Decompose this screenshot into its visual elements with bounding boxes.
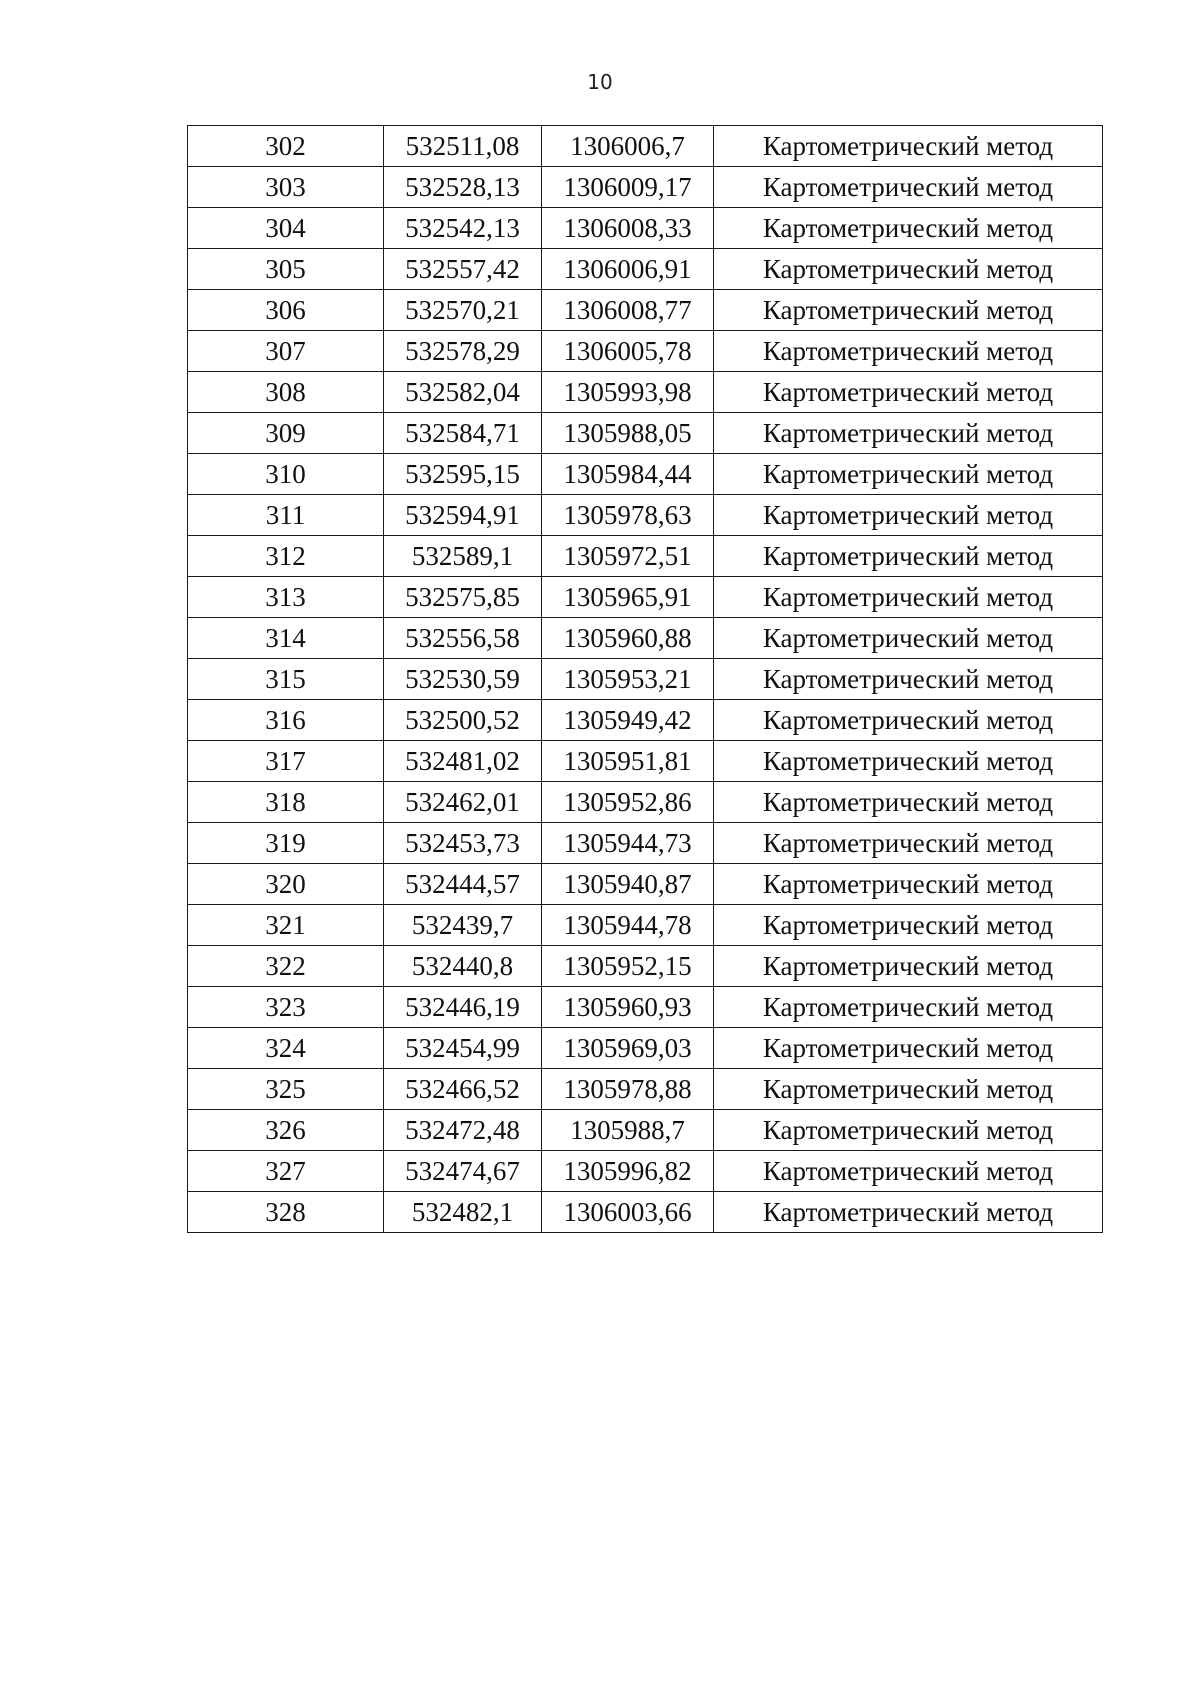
y-coordinate-cell: 1305988,05 [542, 413, 714, 454]
x-coordinate-cell: 532511,08 [384, 126, 542, 167]
y-coordinate-cell: 1305949,42 [542, 700, 714, 741]
y-coordinate-cell: 1305984,44 [542, 454, 714, 495]
point-number-cell: 316 [188, 700, 384, 741]
method-cell: Картометрический метод [714, 905, 1103, 946]
method-cell: Картометрический метод [714, 782, 1103, 823]
x-coordinate-cell: 532462,01 [384, 782, 542, 823]
x-coordinate-cell: 532578,29 [384, 331, 542, 372]
method-cell: Картометрический метод [714, 372, 1103, 413]
point-number-cell: 311 [188, 495, 384, 536]
point-number-cell: 314 [188, 618, 384, 659]
point-number-cell: 315 [188, 659, 384, 700]
method-cell: Картометрический метод [714, 290, 1103, 331]
table-row [188, 577, 1103, 618]
y-coordinate-cell: 1306008,33 [542, 208, 714, 249]
point-number-cell: 310 [188, 454, 384, 495]
table-row [188, 987, 1103, 1028]
method-cell: Картометрический метод [714, 1028, 1103, 1069]
y-coordinate-cell: 1305978,63 [542, 495, 714, 536]
table-row [188, 864, 1103, 905]
y-coordinate-cell: 1306008,77 [542, 290, 714, 331]
x-coordinate-cell: 532439,7 [384, 905, 542, 946]
point-number-cell: 326 [188, 1110, 384, 1151]
y-coordinate-cell: 1305960,88 [542, 618, 714, 659]
table-row [188, 782, 1103, 823]
x-coordinate-cell: 532482,1 [384, 1192, 542, 1233]
point-number-cell: 325 [188, 1069, 384, 1110]
point-number-cell: 328 [188, 1192, 384, 1233]
table-row [188, 372, 1103, 413]
y-coordinate-cell: 1305972,51 [542, 536, 714, 577]
point-number-cell: 327 [188, 1151, 384, 1192]
method-cell: Картометрический метод [714, 946, 1103, 987]
x-coordinate-cell: 532594,91 [384, 495, 542, 536]
y-coordinate-cell: 1305988,7 [542, 1110, 714, 1151]
table-row [188, 1110, 1103, 1151]
y-coordinate-cell: 1306006,7 [542, 126, 714, 167]
method-cell: Картометрический метод [714, 126, 1103, 167]
x-coordinate-cell: 532542,13 [384, 208, 542, 249]
x-coordinate-cell: 532446,19 [384, 987, 542, 1028]
x-coordinate-cell: 532575,85 [384, 577, 542, 618]
method-cell: Картометрический метод [714, 618, 1103, 659]
coordinates-table-body [188, 126, 1103, 1233]
table-row [188, 741, 1103, 782]
point-number-cell: 306 [188, 290, 384, 331]
table-row [188, 331, 1103, 372]
point-number-cell: 303 [188, 167, 384, 208]
page-number: 10 [587, 70, 613, 94]
method-cell: Картометрический метод [714, 167, 1103, 208]
table-row [188, 495, 1103, 536]
y-coordinate-cell: 1305952,15 [542, 946, 714, 987]
x-coordinate-cell: 532453,73 [384, 823, 542, 864]
table-row [188, 1069, 1103, 1110]
coordinates-table [187, 125, 1103, 1233]
x-coordinate-cell: 532474,67 [384, 1151, 542, 1192]
point-number-cell: 309 [188, 413, 384, 454]
point-number-cell: 319 [188, 823, 384, 864]
y-coordinate-cell: 1306009,17 [542, 167, 714, 208]
x-coordinate-cell: 532454,99 [384, 1028, 542, 1069]
table-row [188, 823, 1103, 864]
x-coordinate-cell: 532584,71 [384, 413, 542, 454]
table-row [188, 946, 1103, 987]
point-number-cell: 308 [188, 372, 384, 413]
table-row [188, 167, 1103, 208]
table-row [188, 249, 1103, 290]
x-coordinate-cell: 532530,59 [384, 659, 542, 700]
y-coordinate-cell: 1306003,66 [542, 1192, 714, 1233]
y-coordinate-cell: 1305965,91 [542, 577, 714, 618]
x-coordinate-cell: 532528,13 [384, 167, 542, 208]
method-cell: Картометрический метод [714, 1192, 1103, 1233]
table-row [188, 700, 1103, 741]
y-coordinate-cell: 1305996,82 [542, 1151, 714, 1192]
point-number-cell: 305 [188, 249, 384, 290]
y-coordinate-cell: 1305952,86 [542, 782, 714, 823]
x-coordinate-cell: 532440,8 [384, 946, 542, 987]
method-cell: Картометрический метод [714, 1069, 1103, 1110]
method-cell: Картометрический метод [714, 577, 1103, 618]
method-cell: Картометрический метод [714, 700, 1103, 741]
x-coordinate-cell: 532481,02 [384, 741, 542, 782]
y-coordinate-cell: 1305940,87 [542, 864, 714, 905]
point-number-cell: 324 [188, 1028, 384, 1069]
method-cell: Картометрический метод [714, 864, 1103, 905]
table-row [188, 618, 1103, 659]
point-number-cell: 304 [188, 208, 384, 249]
x-coordinate-cell: 532466,52 [384, 1069, 542, 1110]
y-coordinate-cell: 1305951,81 [542, 741, 714, 782]
table-row [188, 905, 1103, 946]
method-cell: Картометрический метод [714, 249, 1103, 290]
method-cell: Картометрический метод [714, 495, 1103, 536]
table-row [188, 413, 1103, 454]
table-row [188, 659, 1103, 700]
method-cell: Картометрический метод [714, 331, 1103, 372]
y-coordinate-cell: 1305960,93 [542, 987, 714, 1028]
table-row [188, 208, 1103, 249]
table-row [188, 126, 1103, 167]
x-coordinate-cell: 532557,42 [384, 249, 542, 290]
point-number-cell: 321 [188, 905, 384, 946]
x-coordinate-cell: 532556,58 [384, 618, 542, 659]
method-cell: Картометрический метод [714, 741, 1103, 782]
method-cell: Картометрический метод [714, 1110, 1103, 1151]
method-cell: Картометрический метод [714, 659, 1103, 700]
method-cell: Картометрический метод [714, 987, 1103, 1028]
method-cell: Картометрический метод [714, 208, 1103, 249]
point-number-cell: 320 [188, 864, 384, 905]
method-cell: Картометрический метод [714, 454, 1103, 495]
point-number-cell: 312 [188, 536, 384, 577]
y-coordinate-cell: 1305944,78 [542, 905, 714, 946]
y-coordinate-cell: 1305978,88 [542, 1069, 714, 1110]
y-coordinate-cell: 1305993,98 [542, 372, 714, 413]
x-coordinate-cell: 532582,04 [384, 372, 542, 413]
y-coordinate-cell: 1306005,78 [542, 331, 714, 372]
point-number-cell: 318 [188, 782, 384, 823]
point-number-cell: 323 [188, 987, 384, 1028]
x-coordinate-cell: 532595,15 [384, 454, 542, 495]
y-coordinate-cell: 1306006,91 [542, 249, 714, 290]
table-row [188, 1151, 1103, 1192]
x-coordinate-cell: 532472,48 [384, 1110, 542, 1151]
x-coordinate-cell: 532589,1 [384, 536, 542, 577]
x-coordinate-cell: 532500,52 [384, 700, 542, 741]
point-number-cell: 302 [188, 126, 384, 167]
method-cell: Картометрический метод [714, 1151, 1103, 1192]
method-cell: Картометрический метод [714, 536, 1103, 577]
y-coordinate-cell: 1305944,73 [542, 823, 714, 864]
y-coordinate-cell: 1305953,21 [542, 659, 714, 700]
y-coordinate-cell: 1305969,03 [542, 1028, 714, 1069]
table-row [188, 1028, 1103, 1069]
table-row [188, 1192, 1103, 1233]
x-coordinate-cell: 532570,21 [384, 290, 542, 331]
method-cell: Картометрический метод [714, 413, 1103, 454]
table-row [188, 290, 1103, 331]
point-number-cell: 322 [188, 946, 384, 987]
table-row [188, 536, 1103, 577]
point-number-cell: 317 [188, 741, 384, 782]
point-number-cell: 307 [188, 331, 384, 372]
point-number-cell: 313 [188, 577, 384, 618]
table-row [188, 454, 1103, 495]
method-cell: Картометрический метод [714, 823, 1103, 864]
x-coordinate-cell: 532444,57 [384, 864, 542, 905]
